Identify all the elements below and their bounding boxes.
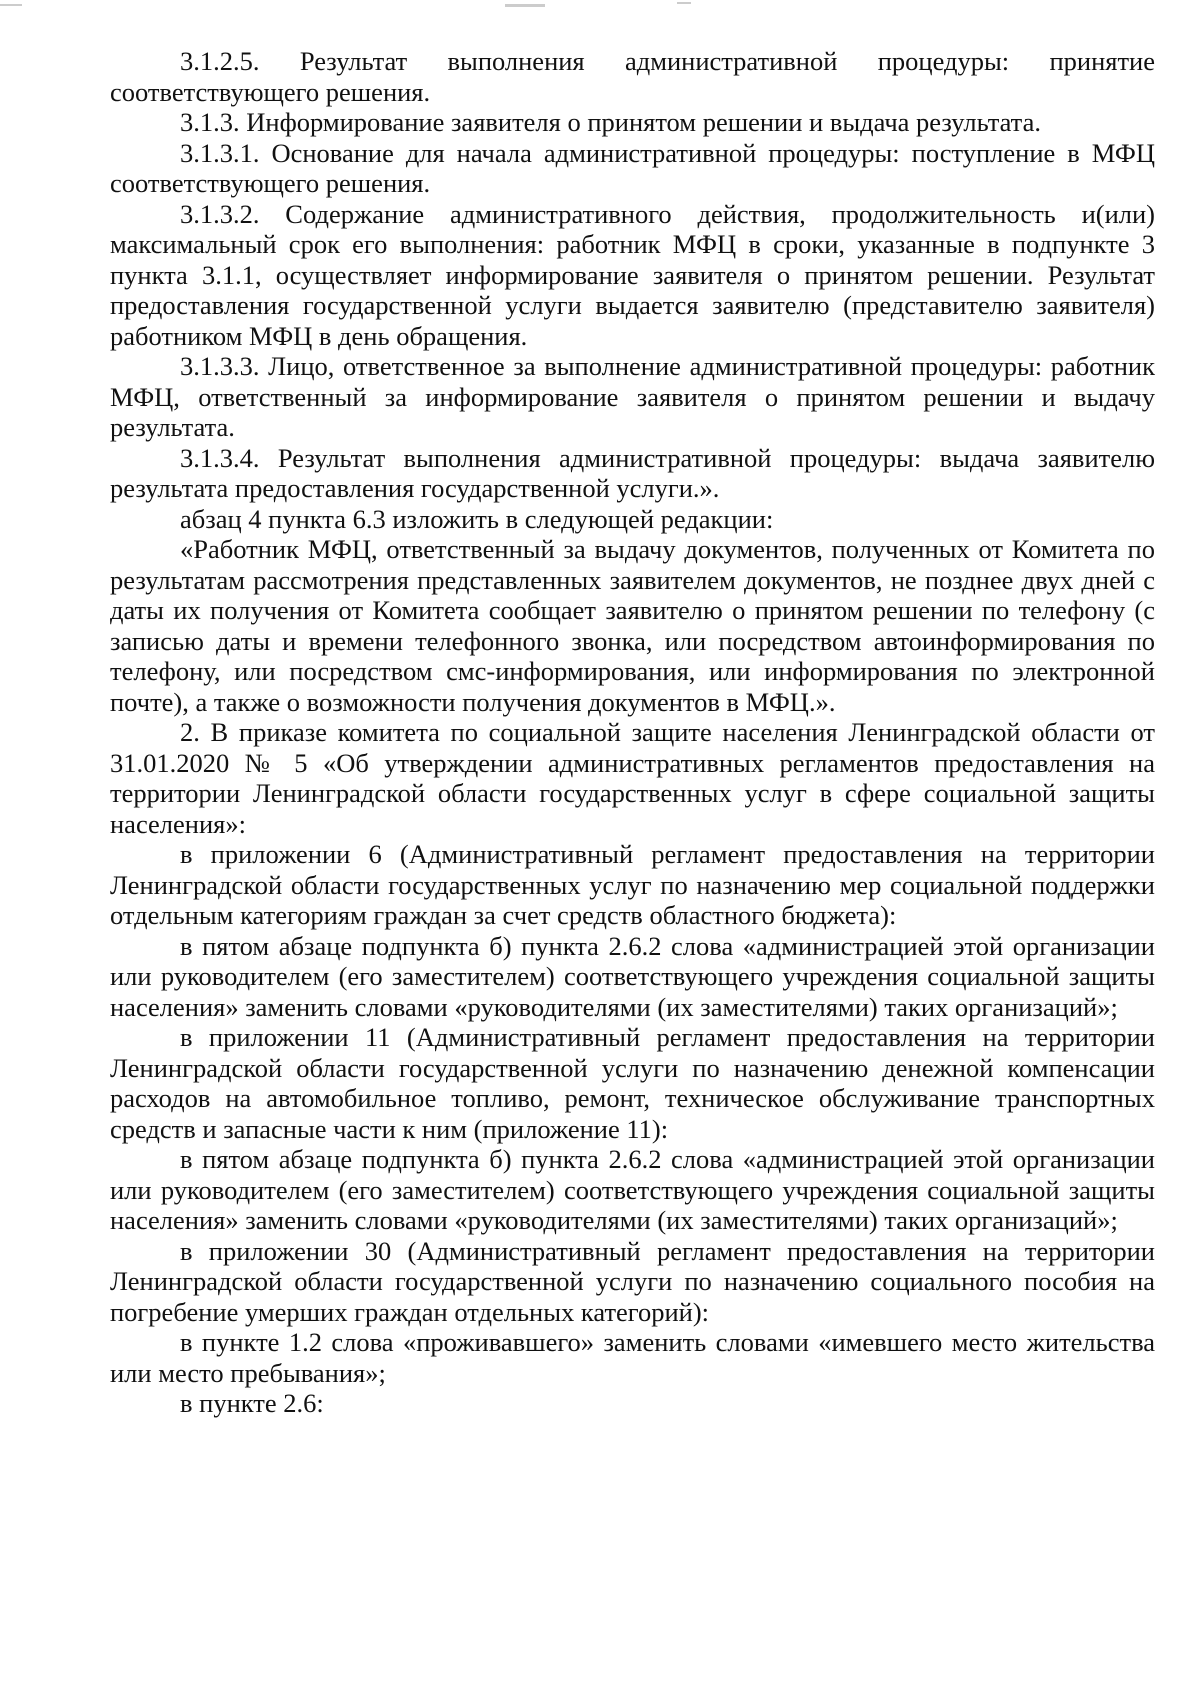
paragraph: в приложении 6 (Административный регламент предоставления на территории Ленинградской области государственных услуг по назначению мер социальной поддержки отдельным категориям граждан за счет средств областного бюджета): — [110, 839, 1155, 930]
scan-artifact — [677, 2, 691, 4]
document-body — [110, 46, 1155, 1419]
paragraph: 3.1.3. Информирование заявителя о принятом решении и выдача результата. — [180, 107, 1041, 137]
paragraph: в пятом абзаце подпункта б) пункта 2.6.2 слова «администрацией этой организации или руководителем (его заместителем) соответствующего учреждения социальной защиты населения» заменить словами «руководителями (их заместителями) таких организаций»; — [110, 1144, 1155, 1235]
paragraph: 3.1.3.1. Основание для начала административной процедуры: поступление в МФЦ соответствующего решения. — [110, 137, 1155, 198]
scan-artifact — [0, 4, 22, 6]
paragraph: 3.1.3.4. Результат выполнения административной процедуры: выдача заявителю результата предоставления государственной услуги.». — [110, 442, 1155, 503]
paragraph: в приложении 30 (Административный регламент предоставления на территории Ленинградской области государственной услуги по назначению социального пособия на погребение умерших граждан отдельных категорий): — [110, 1235, 1155, 1327]
paragraph: «Работник МФЦ, ответственный за выдачу документов, полученных от Комитета по результатам рассмотрения представленных заявителем документов, не позднее двух дней с даты их получения от Комитета сообщает заявителю о принятом решении по телефону (с записью даты и времени телефонного звонка, или посредством автоинформирования по телефону, или посредством смс-информирования, или информирования по электронной почте), а также о возможности получения документов в МФЦ.». — [110, 534, 1155, 717]
paragraph: 3.1.3.3. Лицо, ответственное за выполнение административной процедуры: работник МФЦ, ответственный за информирование заявителя о принятом решении и выдачу результата. — [110, 351, 1155, 442]
scan-artifact — [505, 4, 545, 7]
paragraph: абзац 4 пункта 6.3 изложить в следующей редакции: — [180, 503, 774, 534]
paragraph: 2. В приказе комитета по социальной защите населения Ленинградской области от 31.01.2020 № 5 «Об утверждении административных регламентов предоставления на территории Ленинградской области государственных услуг в сфере социальной защиты населения»: — [110, 717, 1155, 839]
paragraph: в приложении 11 (Административный регламент предоставления на территории Ленинградской области государственной услуги по назначению денежной компенсации расходов на автомобильное топливо, ремонт, техническое обслуживание транспортных средств и запасные части к ним (приложение 11): — [110, 1022, 1155, 1144]
paragraph: в пункте 1.2 слова «проживавшего» заменить словами «имевшего место жительства или место пребывания»; — [110, 1327, 1155, 1388]
paragraph: в пункте 2.6: — [180, 1388, 324, 1418]
paragraph: 3.1.3.2. Содержание административного действия, продолжительность и(или) максимальный срок его выполнения: работник МФЦ в сроки, указанные в подпункте 3 пункта 3.1.1, осуществляет информирование заявителя о принятом решении. Результат предоставления государственной услуги выдается заявителю (представителю заявителя) работником МФЦ в день обращения. — [110, 198, 1155, 351]
paragraph: в пятом абзаце подпункта б) пункта 2.6.2 слова «администрацией этой организации или руководителем (его заместителем) соответствующего учреждения социальной защиты населения» заменить словами «руководителями (их заместителями) таких организаций»; — [110, 930, 1155, 1022]
paragraph: 3.1.2.5. Результат выполнения административной процедуры: принятие соответствующего решения. — [110, 46, 1155, 107]
